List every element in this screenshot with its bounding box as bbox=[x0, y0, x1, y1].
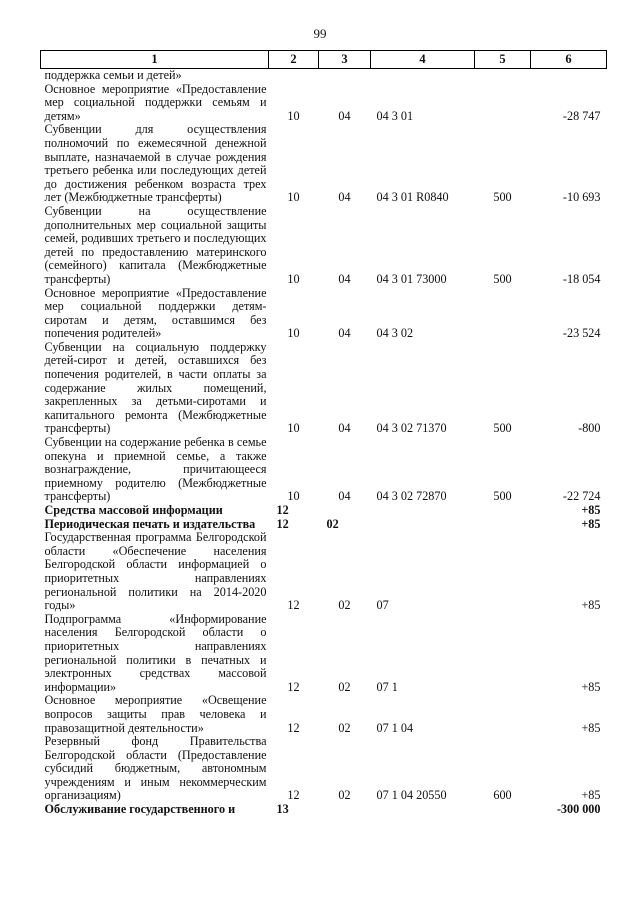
column-header-3: 3 bbox=[319, 51, 371, 69]
row-subsection: 04 bbox=[338, 489, 351, 504]
row-subsection: 04 bbox=[338, 108, 351, 123]
row-target-code: 07 1 04 bbox=[376, 720, 414, 735]
table-row bbox=[41, 69, 607, 83]
header-row bbox=[41, 51, 607, 69]
row-expense-type bbox=[475, 694, 531, 735]
row-name: Субвенции на социальную поддержку детей-сирот и детей, оставшихся без попечения родителей, в части оплаты за содержание жилых помещений, закрепленных за детьми-сиротами и капитального ремонта (Межбюджетные трансферты) bbox=[44, 339, 267, 436]
column-header-4: 4 bbox=[371, 51, 475, 69]
row-expense-type bbox=[475, 83, 531, 124]
row-name: Обслуживание государственного и bbox=[44, 802, 236, 817]
row-section: 10 bbox=[287, 326, 300, 341]
row-target-code: 07 1 bbox=[376, 679, 398, 694]
table-row bbox=[41, 83, 607, 124]
row-name: Средства массовой информации bbox=[44, 503, 223, 517]
row-subsection: 04 bbox=[338, 326, 351, 341]
row-target-code bbox=[371, 504, 475, 518]
row-expense-type bbox=[475, 518, 531, 532]
column-header-5: 5 bbox=[475, 51, 531, 69]
row-subsection: 02 bbox=[326, 516, 339, 531]
row-section: 12 bbox=[276, 503, 289, 517]
row-target-code: 04 3 02 bbox=[376, 326, 414, 341]
table-row bbox=[41, 436, 607, 504]
row-expense-type: 600 bbox=[493, 788, 512, 803]
row-name: Субвенции на осуществление дополнительных мер социальной защиты семей, родивших третьего и последующих детей по предоставлению материнского (семейного) капитала (Межбюджетные трансферты) bbox=[44, 203, 267, 286]
row-subsection: 04 bbox=[338, 190, 351, 205]
row-amount: -23 524 bbox=[562, 326, 601, 341]
row-expense-type: 500 bbox=[493, 489, 512, 504]
row-name: Резервный фонд Правительства Белгородской области (Предоставление субсидий бюджетным, автономным учреждениям и иным некоммерческим организациям) bbox=[44, 734, 267, 803]
table-row bbox=[41, 341, 607, 436]
row-amount: +85 bbox=[581, 516, 601, 531]
row-target-code: 07 1 04 20550 bbox=[376, 788, 447, 803]
row-section: 12 bbox=[287, 788, 300, 803]
table-row bbox=[41, 803, 607, 817]
page-number: 99 bbox=[313, 26, 327, 41]
row-amount: +85 bbox=[581, 788, 601, 803]
row-subsection: 02 bbox=[338, 598, 351, 613]
row-target-code: 04 3 01 R0840 bbox=[376, 190, 449, 205]
row-section: 12 bbox=[287, 720, 300, 735]
row-section bbox=[269, 69, 319, 83]
row-name: Государственная программа Белгородской области «Обеспечение населения Белгородской области информацией о приоритетных направлениях региональной политики на 2014-2020 годы» bbox=[44, 530, 267, 613]
row-amount: +85 bbox=[581, 679, 601, 694]
row-section: 12 bbox=[276, 516, 289, 531]
row-section: 10 bbox=[287, 421, 300, 436]
table-row bbox=[41, 518, 607, 532]
row-expense-type: 500 bbox=[493, 421, 512, 436]
row-subsection: 02 bbox=[338, 720, 351, 735]
row-amount: +85 bbox=[581, 598, 601, 613]
row-name: Основное мероприятие «Предоставление мер социальной поддержки детям-сиротам и детям, оставшимся без попечения родителей» bbox=[44, 285, 267, 341]
row-target-code bbox=[371, 69, 475, 83]
row-name: Основное мероприятие «Предоставление мер социальной поддержки семьям и детям» bbox=[44, 81, 267, 123]
row-name: Субвенции для осуществления полномочий по ежемесячной денежной выплате, назначаемой в случае рождения третьего ребенка или последующих детей до достижения ребенком возраста трех лет (Межбюджетные трансферты) bbox=[44, 122, 267, 205]
row-amount: -300 000 bbox=[556, 802, 601, 817]
row-expense-type bbox=[475, 613, 531, 695]
row-expense-type bbox=[475, 504, 531, 518]
row-section: 10 bbox=[287, 190, 300, 205]
row-amount: -28 747 bbox=[562, 108, 601, 123]
row-section: 10 bbox=[287, 108, 300, 123]
row-name: Подпрограмма «Информирование населения Белгородской области о приоритетных направлениях региональной политики в печатных и электронных средствах массовой информации» bbox=[44, 611, 267, 694]
row-expense-type: 500 bbox=[493, 190, 512, 205]
table-row bbox=[41, 205, 607, 287]
row-name: Основное мероприятие «Освещение вопросов защиты прав человека и правозащитной деятельности» bbox=[44, 693, 267, 735]
row-target-code bbox=[371, 803, 475, 817]
row-amount: -10 693 bbox=[562, 190, 601, 205]
row-target-code: 07 bbox=[376, 598, 389, 613]
row-expense-type bbox=[475, 287, 531, 341]
row-expense-type bbox=[475, 803, 531, 817]
row-amount bbox=[531, 69, 607, 83]
column-header-2: 2 bbox=[269, 51, 319, 69]
table-row bbox=[41, 613, 607, 695]
row-name: Субвенции на содержание ребенка в семье опекуна и приемной семье, а также вознаграждение, причитающееся приемному родителю (Межбюджетные трансферты) bbox=[44, 435, 267, 504]
row-name: Периодическая печать и издательства bbox=[44, 516, 256, 531]
column-header-6: 6 bbox=[531, 51, 607, 69]
table-row bbox=[41, 531, 607, 613]
row-target-code: 04 3 01 73000 bbox=[376, 271, 447, 286]
row-amount: -18 054 bbox=[562, 271, 601, 286]
row-section: 10 bbox=[287, 271, 300, 286]
column-header-1: 1 bbox=[41, 51, 269, 69]
row-subsection bbox=[319, 504, 371, 518]
row-subsection bbox=[319, 803, 371, 817]
table-row bbox=[41, 123, 607, 205]
row-subsection: 04 bbox=[338, 421, 351, 436]
table-row bbox=[41, 694, 607, 735]
row-amount: -22 724 bbox=[562, 489, 601, 504]
table-row bbox=[41, 504, 607, 518]
row-subsection: 04 bbox=[338, 271, 351, 286]
row-expense-type bbox=[475, 69, 531, 83]
row-section: 10 bbox=[287, 489, 300, 504]
row-target-code bbox=[371, 518, 475, 532]
table-row bbox=[41, 735, 607, 803]
row-target-code: 04 3 02 72870 bbox=[376, 489, 447, 504]
budget-table bbox=[40, 50, 607, 817]
row-name: поддержка семьи и детей» bbox=[44, 68, 182, 82]
row-subsection: 02 bbox=[338, 788, 351, 803]
row-amount: +85 bbox=[581, 503, 601, 517]
row-expense-type bbox=[475, 531, 531, 613]
row-subsection bbox=[319, 69, 371, 83]
row-section: 12 bbox=[287, 679, 300, 694]
row-target-code: 04 3 01 bbox=[376, 108, 414, 123]
row-amount: +85 bbox=[581, 720, 601, 735]
row-expense-type: 500 bbox=[493, 271, 512, 286]
row-subsection: 02 bbox=[338, 679, 351, 694]
row-amount: -800 bbox=[578, 421, 601, 436]
row-section: 13 bbox=[276, 802, 289, 817]
table-row bbox=[41, 287, 607, 341]
row-target-code: 04 3 02 71370 bbox=[376, 421, 447, 436]
row-section: 12 bbox=[287, 598, 300, 613]
